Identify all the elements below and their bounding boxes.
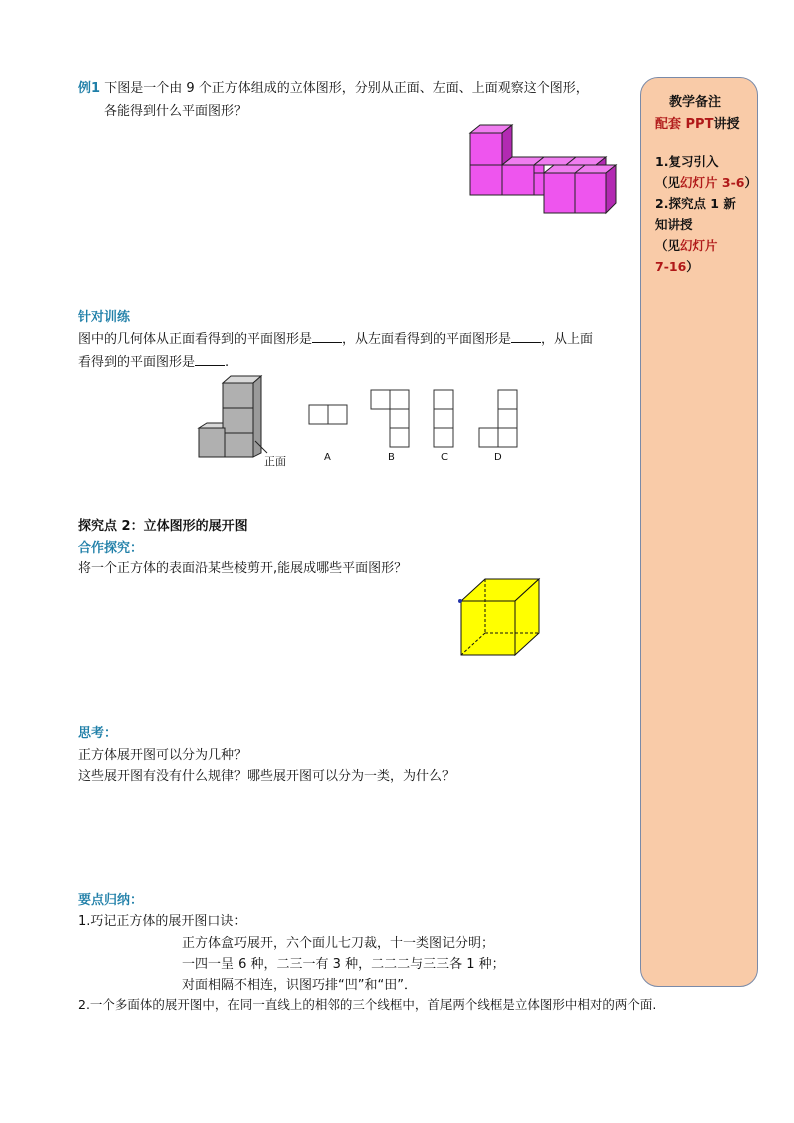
sidebar-lecture-label: 讲授 [713,117,740,132]
teaching-notes-sidebar [640,77,758,987]
summary-verse2: 一四一呈 6 种，二三一有 3 种，二二二与三三各 1 种； [182,957,505,972]
summary-verse3: 对面相隔不相连，识图巧排“凹”和“田”． [182,978,417,993]
example1-line2: 各能得到什么平面图形？ [104,104,248,119]
magenta-cubes-figure [465,123,630,216]
yellow-cube-figure [455,575,545,657]
training-text-d: 看得到的平面图形是 [78,355,196,370]
sidebar-line-3: 2.探究点 1 新 [655,196,736,211]
option-d-figure [478,389,520,449]
coop-heading: 合作探究： [78,541,144,556]
answer-blank-front[interactable] [312,341,342,343]
sidebar-subtitle [655,113,739,132]
summary-verse1: 正方体盒巧展开，六个面儿七刀裁，十一类图记分明； [182,936,495,951]
think-q1: 正方体展开图可以分为几种？ [78,748,248,763]
training-line2 [78,351,229,370]
training-heading: 针对训练 [78,310,131,325]
example1-line1 [78,77,589,96]
sidebar-ppt-label: 配套 PPT [655,117,714,132]
sidebar-line-2: （见幻灯片 3-6） [655,175,757,190]
example1-label: 例1 [78,81,101,96]
option-b-label: B [388,452,395,463]
summary-heading: 要点归纳： [78,893,144,908]
summary-p1: 1.巧记正方体的展开图口诀： [78,914,247,929]
section2-heading: 探究点 2：立体图形的展开图 [78,519,248,534]
sidebar-line-5: （见幻灯片 [655,238,718,253]
training-text-e: . [225,355,230,370]
sidebar-line-4: 知讲授 [655,217,693,232]
think-q2: 这些展开图有没有什么规律？哪些展开图可以分为一类，为什么？ [78,769,456,784]
training-text-c: ，从上面 [541,332,594,347]
option-d-label: D [494,452,502,463]
example1-text: 下图是一个由 9 个正方体组成的立体图形，分别从正面、左面、上面观察这个图形， [104,81,589,96]
answer-blank-top[interactable] [195,364,225,366]
sidebar-line-1: 1.复习引入 [655,154,719,169]
answer-blank-left[interactable] [511,341,541,343]
section2-question: 将一个正方体的表面沿某些棱剪开,能展成哪些平面图形？ [78,561,408,576]
option-c-label: C [441,452,448,463]
option-b-figure [370,389,412,449]
option-c-figure [433,389,457,449]
training-text-a: 图中的几何体从正面看得到的平面图形是 [78,332,313,347]
option-a-figure [308,404,350,426]
front-label: 正面 [264,455,286,468]
option-a-label: A [324,452,331,463]
sidebar-line-6: 7-16） [655,259,699,274]
training-line1 [78,328,593,347]
summary-p2: 2.一个多面体的展开图中，在同一直线上的相邻的三个线框中，首尾两个线框是立体图形中相对的两个面. [78,997,657,1012]
think-heading: 思考： [78,726,118,741]
sidebar-title: 教学备注 [669,95,722,110]
training-text-b: ，从左面看得到的平面图形是 [342,332,512,347]
